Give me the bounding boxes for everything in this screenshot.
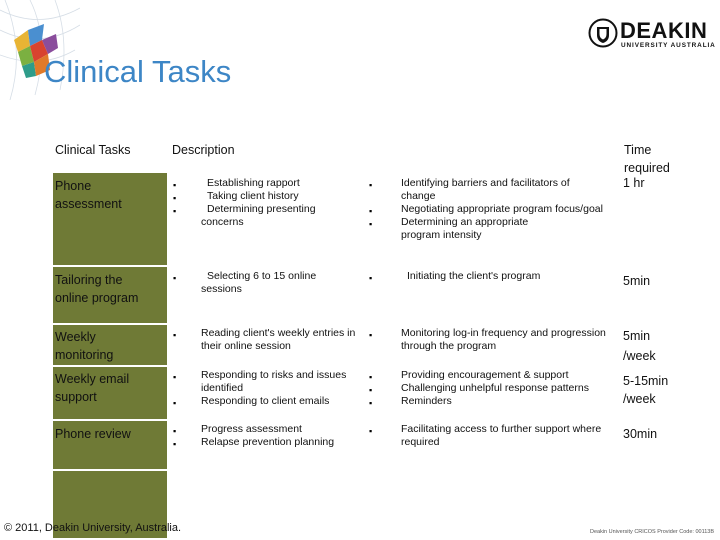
cricos-footer: Deakin University CRICOS Provider Code: 00113B [590,529,715,535]
table-row [53,421,677,469]
list-item: Identifying barriers and facilitators of change [401,177,570,202]
task-cell [53,267,167,323]
list-item: Negotiating appropriate program focus/goal [401,203,603,215]
time-value: 30min [623,427,658,441]
bullet: ▪ [173,180,177,190]
header-description: Description [172,143,235,157]
list-item: Reading client's weekly entries in their online session [201,327,356,352]
task-label: Phone review [55,427,131,441]
bullet: ▪ [173,193,177,203]
time-value: 5min [623,274,651,288]
bullet: ▪ [369,206,373,216]
task-label: online program [55,291,139,305]
time-value: 5min [623,329,651,343]
task-label: Weekly email [55,372,130,386]
header-time-line2: required [624,161,670,175]
bullet: ▪ [173,206,177,216]
table-row [53,173,677,265]
table-row [53,267,677,323]
bullet: ▪ [369,219,373,229]
bullet: ▪ [173,273,177,283]
bullet: ▪ [369,426,373,436]
bullet: ▪ [369,180,373,190]
list-item: Determining an appropriate program intensity [401,216,529,241]
bullet: ▪ [173,372,177,382]
task-label: Tailoring the [55,273,123,287]
copyright-footer: © 2011, Deakin University, Australia. [4,522,182,534]
bullet: ▪ [369,330,373,340]
table-row [53,325,677,365]
list-item: Responding to client emails [201,395,330,407]
bullet: ▪ [369,273,373,283]
task-label: Phone [55,179,92,193]
task-cell [53,367,167,419]
table-header-row [53,137,677,177]
logo-wordmark: DEAKIN [620,18,708,43]
bullet: ▪ [369,372,373,382]
header-time-line1: Time [624,143,652,157]
task-label: Weekly [55,330,96,344]
header-task: Clinical Tasks [55,143,131,157]
task-label: monitoring [55,348,114,362]
time-value: /week [623,349,656,363]
task-cell [53,173,167,265]
task-cell [53,421,167,469]
task-cell [53,325,167,365]
list-item: Taking client history [207,190,299,202]
list-item: Selecting 6 to 15 online sessions [201,270,317,295]
list-item: Relapse prevention planning [201,436,335,448]
task-label: support [55,390,97,404]
bullet: ▪ [173,398,177,408]
bullet: ▪ [173,426,177,436]
table-row [53,367,677,419]
deakin-logo [588,18,716,52]
list-item: Establishing rapport [207,177,300,189]
list-item: Determining presenting concerns [201,203,316,228]
time-value: /week [623,392,656,406]
bullet: ▪ [173,439,177,449]
list-item: Responding to risks and issues identified [201,369,347,394]
list-item: Monitoring log-in frequency and progression through the program [401,327,606,352]
page-title: Clinical Tasks [44,54,232,89]
list-item: Challenging unhelpful response patterns [401,382,589,394]
crest-icon [588,18,618,48]
list-item: Initiating the client's program [407,270,541,282]
time-value: 1 hr [623,176,645,190]
list-item: Providing encouragement & support [401,369,569,381]
list-item: Reminders [401,395,452,407]
list-item: Progress assessment [201,423,302,435]
task-label: assessment [55,197,122,211]
bullet: ▪ [369,398,373,408]
bullet: ▪ [369,385,373,395]
time-value: 5-15min [623,374,669,388]
list-item: Facilitating access to further support where required [401,423,602,448]
logo-subtext: UNIVERSITY AUSTRALIA [621,42,716,49]
bullet: ▪ [173,330,177,340]
